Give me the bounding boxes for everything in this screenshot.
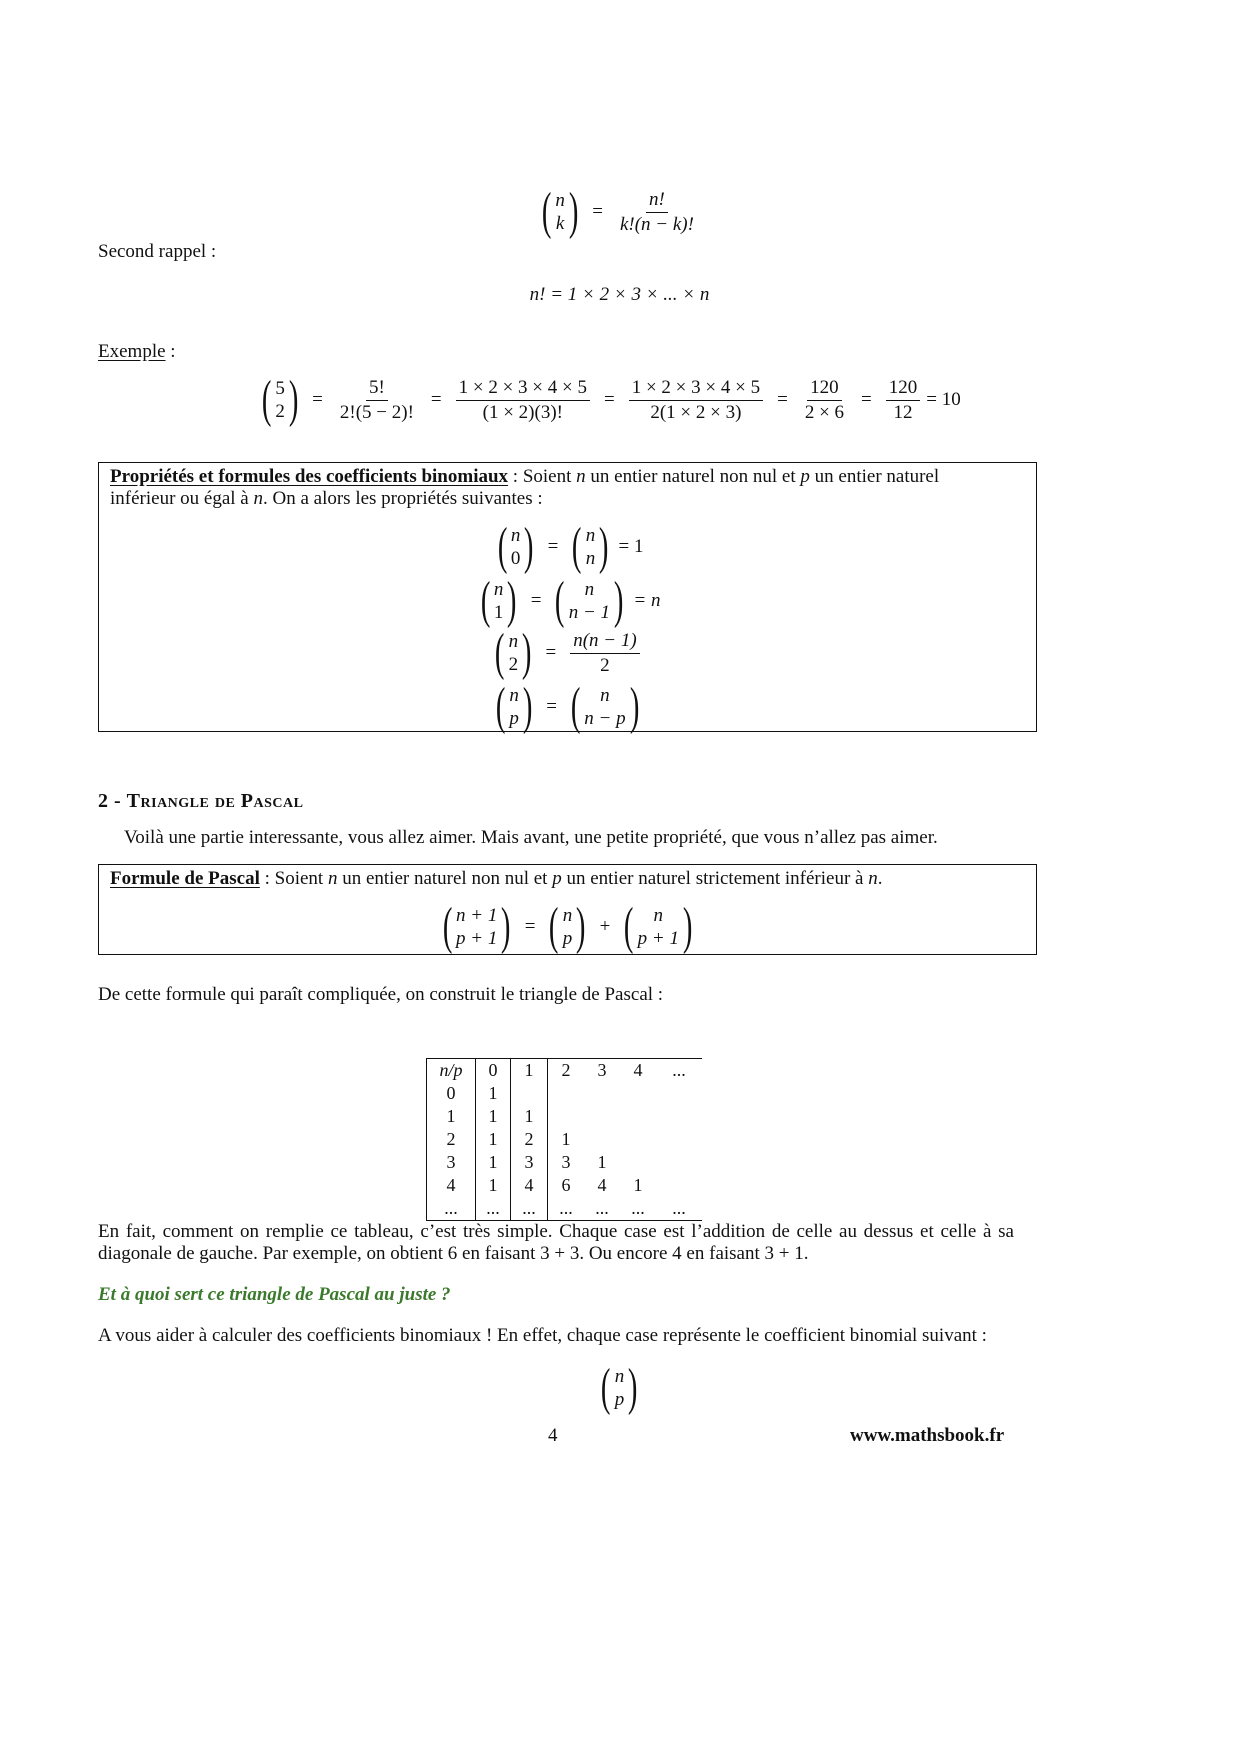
table-cell: 3 <box>584 1059 620 1083</box>
pascal-formula-box <box>98 864 1037 955</box>
table-cell <box>511 1082 548 1105</box>
table-row <box>427 1082 703 1105</box>
table-cell <box>656 1105 702 1128</box>
property-2: ( n 1 ) = ( n n − 1 ) = n <box>480 572 661 629</box>
table-cell: ... <box>511 1197 548 1221</box>
table-row <box>427 1128 703 1151</box>
table-cell <box>584 1128 620 1151</box>
table-cell: 3 <box>561 1152 571 1172</box>
binom-n-k: ( n k ) <box>541 183 579 240</box>
table-cell: 1 <box>476 1082 511 1105</box>
second-rappel-label: Second rappel : <box>98 241 217 262</box>
table-cell: 4 <box>620 1059 656 1083</box>
table-cell: 1 <box>427 1105 476 1128</box>
table-cell <box>656 1174 702 1197</box>
table-header-row <box>427 1059 703 1083</box>
table-cell: n/p <box>427 1059 476 1083</box>
table-cell: ... <box>584 1197 620 1221</box>
properties-intro-line2: inférieur ou égal à n. On a alors les propriétés suivantes : <box>110 488 543 509</box>
table-cell: 1 <box>561 1129 571 1149</box>
explanation-line-1: En fait, comment on remplie ce tableau, c’est très simple. Chaque case est l’addition de celle au dessus et celle à sa <box>98 1221 1014 1242</box>
table-cell <box>620 1105 656 1128</box>
table-cell: ... <box>656 1059 702 1083</box>
table-cell <box>548 1082 585 1105</box>
table-cell: ... <box>427 1197 476 1221</box>
table-cell: 2 <box>427 1128 476 1151</box>
table-cell: 4 <box>511 1174 548 1197</box>
table-cell: 1 <box>633 1175 643 1195</box>
table-cell: ... <box>476 1197 511 1221</box>
exemple-label: Exemple : <box>98 341 176 362</box>
table-cell: 2 <box>511 1128 548 1151</box>
properties-intro: Propriétés et formules des coefficients binomiaux : Soient n un entier naturel non nul et p un entier naturel <box>110 466 940 487</box>
table-cell: 1 <box>511 1059 548 1083</box>
table-cell <box>584 1105 620 1128</box>
final-binom-n-p: ( n p ) <box>601 1359 638 1416</box>
table-cell: 4 <box>427 1174 476 1197</box>
construction-sentence: De cette formule qui paraît compliquée, on construit le triangle de Pascal : <box>98 984 664 1005</box>
table-cell <box>584 1082 620 1105</box>
table-cell: ... <box>548 1197 585 1221</box>
binom-5-2: ( 5 2 ) <box>261 371 299 428</box>
table-cell: 2 <box>548 1059 585 1083</box>
table-cell: 6 <box>561 1175 571 1195</box>
table-row <box>427 1197 703 1221</box>
table-cell <box>548 1105 585 1128</box>
table-cell: ... <box>620 1197 656 1221</box>
table-cell: 1 <box>476 1105 511 1128</box>
table-cell: 1 <box>597 1152 607 1172</box>
example-computation: ( 5 2 ) = $\frac{5!}{2!(5 - 2)!}$ = $\frac{1 \times 2 \times 3 \times 4 \times 5}{(1 \times 2)(3)!}$ = $\frac{1 \times 2 \times 3 \times 4 \times 5}{2(1 \times 2 \times 3)}$ = $\frac{120}{2 \times 6}$ = $\frac{120}{12}$ = 10 <box>256 374 961 426</box>
section-2-title: 2 - Triangle de Pascal <box>98 790 304 812</box>
table-cell: 0 <box>427 1082 476 1105</box>
answer-paragraph: A vous aider à calculer des coefficients binomiaux ! En effet, chaque case représente le coefficient binomial suivant : <box>98 1325 987 1346</box>
table-cell: 1 <box>476 1128 511 1151</box>
table-row <box>427 1105 703 1128</box>
table-row <box>427 1151 703 1174</box>
table-cell: 3 <box>427 1151 476 1174</box>
table-cell: 1 <box>476 1151 511 1174</box>
table-cell <box>656 1151 702 1174</box>
page-number: 4 <box>548 1425 558 1446</box>
pascal-formula: ( n + 1 p + 1 ) = ( n p ) + ( n p + 1 ) <box>442 898 693 955</box>
pascal-triangle-table <box>426 1058 702 1221</box>
table-cell <box>620 1151 656 1174</box>
table-cell: ... <box>656 1197 702 1221</box>
site-url: www.mathsbook.fr <box>850 1425 1005 1446</box>
property-1: ( n 0 ) = ( n n ) = 1 <box>497 518 644 575</box>
explanation-line-2: diagonale de gauche. Par exemple, on obtient 6 en faisant 3 + 3. Ou encore 4 en faisant 3 + 1. <box>98 1243 809 1264</box>
table-cell <box>620 1082 656 1105</box>
factorial-formula: n! = 1 × 2 × 3 × ... × n <box>529 284 710 305</box>
table-cell: 1 <box>476 1174 511 1197</box>
table-cell <box>656 1128 702 1151</box>
properties-box <box>98 462 1037 735</box>
table-cell <box>620 1128 656 1151</box>
pascal-formula-statement: Formule de Pascal : Soient n un entier naturel non nul et p un entier naturel strictement inférieur à n. <box>110 868 883 889</box>
table-cell: 4 <box>597 1175 607 1195</box>
property-3: ( n 2 ) = $\frac{n(n - 1)}{2}$ <box>99 627 1036 679</box>
table-cell: 0 <box>476 1059 511 1083</box>
table-cell: 1 <box>511 1105 548 1128</box>
table-cell: 3 <box>511 1151 548 1174</box>
section-2-intro: Voilà une partie interessante, vous allez aimer. Mais avant, une petite propriété, que vous n’allez pas aimer. <box>124 827 938 848</box>
question-heading: Et à quoi sert ce triangle de Pascal au juste ? <box>98 1284 451 1305</box>
table-cell <box>656 1082 702 1105</box>
binom-definition-formula: ( n k ) = $\frac{n!}{k!(n - k)!}$ <box>0 186 1239 238</box>
property-4: ( n p ) = ( n n − p ) <box>495 678 640 735</box>
table-row <box>427 1174 703 1197</box>
